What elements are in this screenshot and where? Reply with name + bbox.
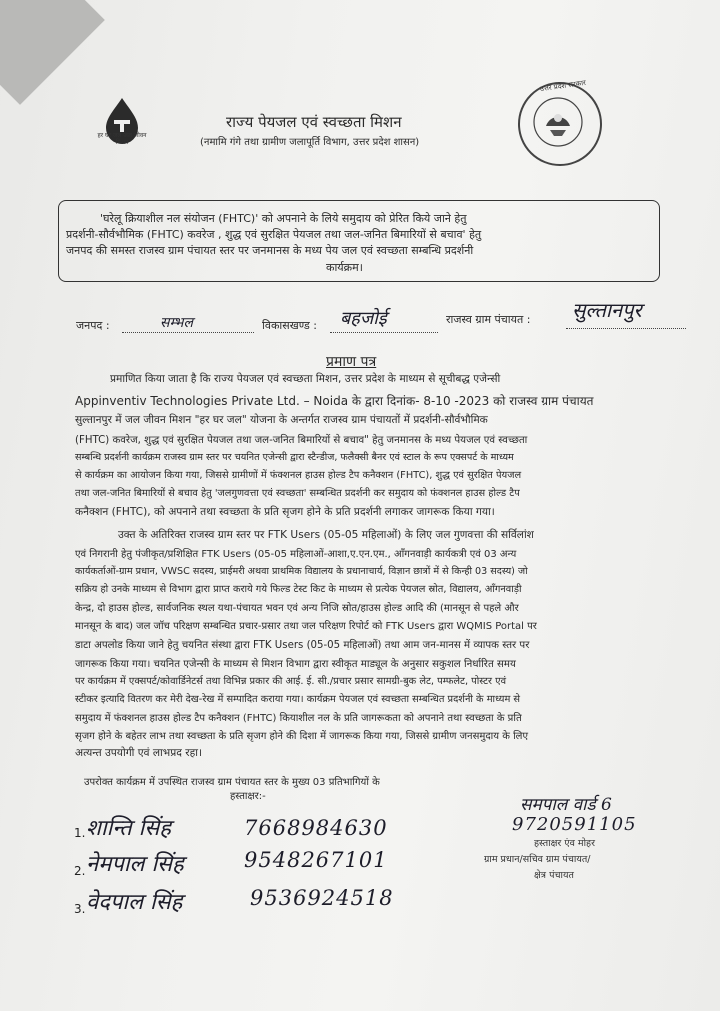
participant-phone: 9548267101 bbox=[244, 848, 388, 872]
body-line-13: केन्द्र, दो हाउस होल्ड, सार्वजनिक स्थल यथा-पंचायत भवन एवं अन्य निजि स्रोत/हाउस होल्ड आदि की (मानसून से पहले और bbox=[75, 603, 519, 614]
pradhan-signature: समपाल वार्ड 6 bbox=[520, 795, 612, 815]
body-line-11: कार्यकर्ताओं-ग्राम प्रधान, VWSC सदस्य, प्राईमरी अथवा प्राथमिक विद्यालय के प्रधानाचार्य, विज्ञान छात्रों में से किन्ही 03 सदस्य) जो bbox=[75, 566, 528, 577]
certificate-title: प्रमाण पत्र bbox=[326, 354, 377, 370]
participant-signature: नेमपाल सिंह bbox=[86, 852, 184, 877]
department-title: राज्य पेयजल एवं स्वच्छता मिशन bbox=[226, 113, 402, 131]
body-line-17: पर कार्यक्रम में एक्सपर्ट/कोवार्डिनेटर्स तथा विभिन्न प्रकार की आई. ई. सी./प्रचार प्रसार सामग्री-बुक लेट, पम्फलेट, पोस्टर एवं bbox=[75, 676, 507, 687]
sign-and-seal-label: हस्ताक्षर एंव मोहर bbox=[534, 838, 595, 849]
participant-number: 2. bbox=[74, 864, 86, 878]
district-line bbox=[122, 332, 254, 333]
body-line-5: सम्बन्धि प्रदर्शनी कार्यक्रम राजस्व ग्राम स्तर पर चयनित एजेन्सी द्वारा स्टैन्डीज, फलैक्सी बैनर एवं स्टाल के रूप एक्सपर्ट के माध्यम bbox=[75, 452, 514, 463]
body-line-12: सक्रिय हो उनके माध्यम से विभाग द्वारा प्राप्त कराये गये फिल्ड टेस्ट किट के माध्यम से प्रत्येक पेयजल स्रोत, विद्यालय, ऑंगनवाड़ी bbox=[75, 584, 522, 595]
body-line-10: एवं निगरानी हेतु पंजीकृत/प्रशिक्षित FTK Users (05-05 महिलाओं-आशा,ए.एन.एम., ऑंगनवाड़ी कार्यकत्री एवं 03 अन्य bbox=[75, 549, 517, 560]
program-line-2: प्रदर्शनी-सौर्वभौमिक (FHTC) कवरेज , शुद्ध एवं सुरक्षित पेयजल तथा जल-जनित बिमारियों से बचाव' हेतु bbox=[66, 228, 482, 241]
body-line-9: उक्त के अतिरिक्त राजस्व ग्राम स्तर पर FTK Users (05-05 महिलाओं) के लिए जल गुणवत्ता की सर्विलांश bbox=[118, 529, 534, 541]
water-drop-logo-icon bbox=[100, 96, 144, 156]
participant-signature: शान्ति सिंह bbox=[86, 816, 171, 841]
body-line-21: अत्यन्त उपयोगी एवं लाभप्रद रहा। bbox=[75, 747, 202, 759]
body-line-2: Appinventiv Technologies Private Ltd. – Noida के द्वारा दिनांक- 8-10 -2023 को राजस्व ग्राम पंचायत bbox=[75, 394, 594, 408]
logo-left-text: हर घर जल जल जीवन मिशन bbox=[97, 132, 147, 146]
body-line-19: समुदाय में फंक्शनल हाउस होल्ड टैप कनैक्शन (FHTC) कियाशील नल के प्रति जागरूकता को अपनाने तथा स्वच्छता के प्रति bbox=[75, 713, 522, 724]
participant-number: 1. bbox=[74, 826, 86, 840]
folded-corner bbox=[0, 0, 105, 105]
block-line bbox=[330, 332, 438, 333]
gp-value: सुल्तानपुर bbox=[572, 298, 642, 322]
gp-label: राजस्व ग्राम पंचायत : bbox=[446, 313, 531, 326]
signature-intro-2: हस्ताक्षर:- bbox=[230, 791, 266, 802]
seal-text: उत्तर प्रदेश सरकार bbox=[539, 78, 587, 94]
body-line-18: स्टीकर इत्यादि वितरण कर मेरी देख-रेख में सम्पादित कराया गया। कार्यक्रम पेयजल एवं स्वच्छता सम्बन्धित प्रदर्शनी के माध्यम से bbox=[75, 694, 521, 705]
program-line-3: जनपद की समस्त राजस्व ग्राम पंचायत स्तर पर जनमानस के मध्य पेय जल एवं स्वच्छता सम्बन्धि प्रदर्शनी bbox=[66, 244, 474, 257]
body-line-4: (FHTC) कवरेज, शुद्ध एवं सुरक्षित पेयजल तथा जल-जनित बिमारियों से बचाव" हेतु जनमानस के मध्य पेयजल एवं स्वच्छता bbox=[75, 435, 528, 446]
program-line-1: 'घरेलू क्रियाशील नल संयोजन (FHTC)' को अपनाने के लिये समुदाय को प्रेरित किये जाने हेतु bbox=[100, 212, 467, 225]
emblem-icon bbox=[532, 96, 584, 148]
body-line-6: से कार्यक्रम का आयोजन किया गया, जिससे ग्रामीणों में फंक्शनल हाउस होल्ड टैप कनैक्शन (FHTC), शुद्ध एवं सुरक्षित पेयजल bbox=[75, 470, 522, 481]
gp-line bbox=[566, 328, 686, 329]
district-label: जनपद : bbox=[76, 319, 110, 332]
body-line-15: डाटा अपलोड किया जाने हेतु चयनित संस्था द्वारा FTK Users (05-05 महिलाओं) तथा आम जन-मानस में व्यापक स्तर पर bbox=[75, 640, 530, 651]
participant-phone: 9536924518 bbox=[250, 886, 394, 910]
pradhan-designation: ग्राम प्रधान/सचिव ग्राम पंचायत/ bbox=[484, 854, 591, 865]
participant-signature: वेदपाल सिंह bbox=[86, 890, 183, 915]
pradhan-phone: 9720591105 bbox=[512, 814, 637, 835]
district-value: सम्भल bbox=[160, 315, 193, 331]
body-line-1: प्रमाणित किया जाता है कि राज्य पेयजल एवं स्वच्छता मिशन, उत्तर प्रदेश के माध्यम से सूचीबद्ध एजेन्सी bbox=[110, 373, 501, 385]
block-label: विकासखण्ड : bbox=[262, 319, 318, 332]
panchayat-label: क्षेत्र पंचायत bbox=[534, 870, 574, 881]
participant-number: 3. bbox=[74, 902, 86, 916]
participant-phone: 7668984630 bbox=[244, 816, 388, 840]
body-line-20: सृजग होने के बहेतर लाभ तथा स्वच्छता के प्रति सृजग होने की दिशा में जागरूक किया गया, जिससे ग्रामीण जनसमुदाय के लिए bbox=[75, 731, 528, 742]
block-value: बहजोई bbox=[340, 308, 387, 329]
body-line-14: मानसून के बाद) जल जॉच परिक्षण सम्बन्धित प्रचार-प्रसार तथा जल परिक्षण रिपोर्ट को FTK Users द्वारा WQMIS Portal पर bbox=[75, 621, 537, 632]
program-line-4: कार्यक्रम। bbox=[326, 261, 363, 274]
signature-intro: उपरोक्त कार्यक्रम में उपस्थित राजस्व ग्राम पंचायत स्तर के मुख्य 03 प्रतिभागियों के bbox=[84, 777, 380, 788]
department-subtitle: (नमामि गंगे तथा ग्रामीण जलापूर्ति विभाग, उत्तर प्रदेश शासन) bbox=[200, 137, 420, 148]
body-line-3: सुल्तानपुर में जल जीवन मिशन "हर घर जल" योजना के अन्तर्गत राजस्व ग्राम पंचायतों में प्रदर्शनी-सौर्वभौमिक bbox=[75, 414, 488, 426]
body-line-8: कनैक्शन (FHTC), को अपनाने तथा स्वच्छता के प्रति सृजग होने के प्रति प्रदर्शनी लगाकर जागरूक किया गया। bbox=[75, 506, 495, 518]
body-line-16: जागरूक किया गया। चयनित एजेन्सी के माध्यम से मिशन विभाग द्वारा स्वीकृत माड्यूल के अनुसार सकुशल निर्धारित समय bbox=[75, 659, 516, 670]
body-line-7: तथा जल-जनित बिमारियों से बचाव हेतु 'जलगुणवत्ता एवं स्वच्छता' सम्बन्धित प्रदर्शनी कर समुदाय को फंक्शनल हाउस होल्ड टैप bbox=[75, 488, 520, 499]
